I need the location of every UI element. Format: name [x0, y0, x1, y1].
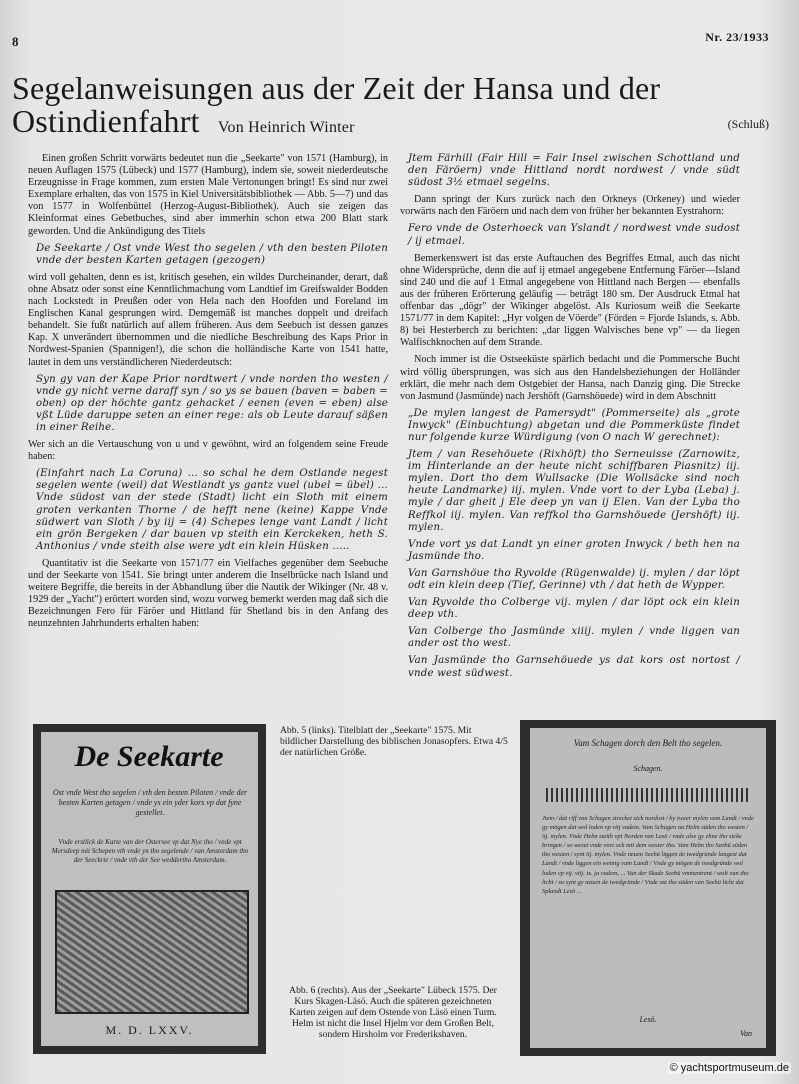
issue-number: Nr. 23/1933 — [705, 30, 769, 44]
figure-paper — [530, 728, 766, 1048]
right-column — [400, 153, 740, 685]
quote-paragraph: De Seekarte / Ost vnde West tho segelen / vth den besten Piloten vnde der besten Karten getagen (gezogen) — [36, 242, 388, 266]
paragraph: Wer sich an die Vertauschung von u und v gewöhnt, wird an folgendem seine Freude haben: — [28, 439, 388, 463]
coastline-profile-illustration — [546, 788, 750, 802]
figure-title-page-1575 — [33, 724, 266, 1054]
figure2-text: Jtem / dat riff van Schagen strecket sick nordost / by tweer mylen vam Landt / vnde gy mögen dat wol loden vp viij vadem. Vam Schagen na Helm süden tho westen / iij. mylen. Vnde Helm steith vpt Norden van Lesö / vnde alse gy ehne tho sicke bringen / so weset vnde vort ock mit dem wester tho. Vam Helm tho Seebü süden tho westen / synt iij. mylen. Vnde neuen Seebü liggen de twedgründe langest dat Landt / vnde liggen ein weinig vam Landt / Vnde gy mögen de twedgründe wol loden vp vij. viij. ix. ja vadem, ... Van der Skade Seebü vmmentrent / wolt van tho licht / so synt gy neuen de twedgründe / Vnde ost tho süden van Seebü licht dat Splandt Lesö ... — [542, 815, 754, 895]
article-title — [12, 72, 772, 144]
quote-paragraph: Fero vnde de Osterhoeck van Yslandt / nordwest vnde sudost / ij etmael. — [408, 223, 740, 247]
quote-paragraph: (Einfahrt nach La Coruna) ... so schal he dem Ostlande negest segelen wente (weil) dat Westlandt ys gantz vuel (ubel = übel) ... Vnde südost van der stede (Stadt) licht ein Sloth mit einem groten verkanten Thorne / de hefft nene (keine) Kappe Vnde südwert van Sloth / by iij = (4) Schepes lenge vant Landt / licht ein grön Bergeken / dar bauen vp steith ein Kerckeken, heth S. Anthonius / vnde steith alse were ydt ein klein Hüsken ..... — [36, 468, 388, 552]
watermark-credit: © yachtsportmuseum.de — [669, 1062, 789, 1074]
paragraph: Bemerkenswert ist das erste Auftauchen des Begriffes Etmal, auch das nicht ohne Widersprüche, denn die auf ij etmael angegebene Entfernung Färöer—Island sind 240 und die auf 1 Etmal angegebene von Hittland nach Bergen — ebenfalls aus der früheren Erörterung geläufig — beträgt 180 sm. Der Ausdruck Etmal hat offenbar das „dögr" der Wikinger abgelöst. Als Kuriosum weiß die Seekarte 1571/77 in dem Kapitel: „Hyr volgen de Vöerde" (Förden = Fjorde Islands, s. Abb. 8) bei Hesterberch zu berichten: „dar liggen Walvisches bene vp" — da liegen Walfischknochen auf dem Strande. — [400, 252, 740, 349]
figure-paper — [41, 732, 258, 1046]
figure2-ende: Lesö. — [639, 1015, 657, 1024]
page-number: 8 — [12, 34, 19, 49]
figure2-catchword: Van — [740, 1029, 752, 1038]
paragraph: Einen großen Schritt vorwärts bedeutet nun die „Seekarte" von 1571 (Hamburg), in neuen Auflagen 1575 (Lübeck) und 1577 (Hamburg), indem sie, soweit niederdeutsche Erzeugnisse in Frage kommen, zum ersten Male Vertonungen bringt! Es sind nur zwei Exemplare erhalten, das von 1575 in Kiel Universitätsbibliothek — Abb. 5—7) und das von 1577 in Wolfenbüttel (Herzog-August-Bibliothek). Auch sie zeigen das Kleinformat eines Gebetbuches, sind aber immerhin schon etwa 200 Blatt stark geworden. Und die Ankündigung des Titels — [28, 153, 388, 237]
byline: Von Heinrich Winter — [217, 119, 355, 136]
figure-subtitle: Ost vnde West tho segelen / vth den besten Piloten / vnde der besten Karten getagen / vnde ys ein yder kors vp dat fyne gestellet. — [52, 788, 248, 817]
figure2-place: Schagen. — [633, 764, 663, 773]
article-title-text: Segelanweisungen aus der Zeit der Hansa und der Ostindienfahrt — [12, 70, 661, 139]
quote-paragraph: Van Garnshöue tho Ryvolde (Rügenwalde) ij. mylen / dar löpt odt ein klein deep (Tief, Gerinne) vth / dat heth de Wypper. — [408, 567, 740, 591]
figure2-heading: Vam Schagen dorch den Belt tho segelen. — [573, 738, 723, 748]
caption-abb-5: Abb. 5 (links). Titelblatt der „Seekarte" 1575. Mit bildlicher Darstellung des biblischen Jonasopfers. Etwa 4/5 der natürlichen Größe. — [280, 725, 508, 758]
paragraph: Noch immer ist die Ostseeküste spärlich bedacht und die Pommersche Bucht wird völlig übersprungen, was sich aus den Handelsbeziehungen der Holländer erklärt, die mehr nach dem Ostgebiet der Hansa, nach Danzig ging. Die Strecke von Jasmund (Jasmünde) nach Jershöft (Garnshöuede) wird in dem Abschnitt — [400, 354, 740, 402]
quote-paragraph: Jtem / van Resehöuete (Rixhöft) tho Serneuisse (Zarnowitz, im Hinterlande an der heute nicht schiffbaren Piasnitz) iij. mylen. Dort tho dem Wullsacke (Die Wollsäcke sind noch heute Landmarke) iij. mylen. Vnde vort to der Lyba (Leba) j. myle / dar gheit j Ele deep yn van ij Elen. Van der Lyba tho Reffkol iij. mylen. Van reffkol tho Garnshöuede (Jershöft) iij. mylen. — [408, 449, 740, 533]
quote-paragraph: Van Ryvolde tho Colberge vij. mylen / dar löpt ock ein klein deep vth. — [408, 597, 740, 621]
jonah-woodcut-illustration — [55, 890, 249, 1014]
continuation-label: (Schluß) — [727, 117, 769, 131]
paragraph: wird voll gehalten, denn es ist, kritisch gesehen, ein wildes Durcheinander, derart, daß ohne Absatz oder sonst eine Kenntlichmachung vom Landtief im Greifswalder Bodden nach Lockstedt in Preußen oder von Hela nach den Hoofden und Foreland im Englischen Kanal gesprungen wird. Demgemäß ist manches doppelt und dreifach behandelt. Sie fußt natürlich auf allem früheren. Aus dem Seebuch ist dessen ganzes Kap. X unverändert übernommen und die niedliche Beschreibung des Kaps Prior in Nordwest-Spanien (Spannigen!), die schon die holländische Karte von 1541 hatte, lautet in dem uns verständlicheren Niederdeutsch: — [28, 271, 388, 368]
quote-paragraph: Jtem Färhill (Fair Hill = Fair Insel zwischen Schottland und den Färöern) vnde Hittland nordt nordwest / vnde südt südost 3½ etmael segelns. — [408, 153, 740, 189]
figure-subtitle-2: Vnde erstlick de Karte van der Ostersee vp dat Nye tho / vnde vpt Mersdeep mit Schepen vth vnde yn tho segelende / van Amsterdam tho der Seeckrte / vnde vth der See weddertho Amsterdam. — [51, 838, 249, 864]
paragraph: Dann springt der Kurs zurück nach den Orkneys (Orkeney) und wieder vorwärts nach den Färöern und nach dem von früher her bekannten Eystrahorn: — [400, 194, 740, 218]
caption-abb-6: Abb. 6 (rechts). Aus der „Seekarte" Lübeck 1575. Der Kurs Skagen-Läsö. Auch die späteren gezeichneten Karten zeigen auf dem Ostende von Läsö einen Turm. Helm ist nicht die Insel Hjelm vor dem Großen Belt, sondern Hirsholm vor Frederikshaven. — [289, 985, 497, 1040]
quote-paragraph: Van Colberge tho Jasmünde xiiij. mylen / vnde liggen van ander ost tho west. — [408, 626, 740, 650]
quote-paragraph: Vnde vort ys dat Landt yn einer groten Inwyck / beth hen na Jasmünde tho. — [408, 538, 740, 562]
left-column — [28, 153, 388, 635]
quote-paragraph: „De mylen langest de Pamersydt" (Pommerseite) als „grote Inwyck" (Einbuchtung) abgetan und die Pommerküste findet nur folgende kurze Würdigung (von O nach W gerechnet): — [408, 407, 740, 443]
figure-year: M. D. LXXV. — [105, 1023, 194, 1037]
paragraph: Quantitativ ist die Seekarte von 1571/77 ein Vielfaches gegenüber dem Seebuche und der Seekarte von 1541. Sie bringt unter anderem die Inselbrücke nach Island und weitere Begriffe, die bereits in der Abhandlung über die Nautik der Wikinger (Nr. 48 v. 1929 der „Yacht") erörtert worden sind, wozu vorweg bemerkt werden mag daß sich die Bezeichnungen Fero für Färöer und Hittland für Shetland bis in den Anfang des neunzehnten Jahrhunderts erhalten haben: — [28, 557, 388, 630]
figure-skagen-laeso-page — [520, 720, 776, 1056]
figure-title-word: De Seekarte — [74, 740, 224, 773]
quote-paragraph: Syn gy van der Kape Prior nordtwert / vnde norden tho westen / vnde gy nicht verne daraff syn / so ys se bauen (baven = baben = oben) op der höchte gantz gehacket / eenen (even = eben) alse vßt Lüde daruppe seten an einer rege: als ob Leute darauf säßen in einer Reihe. — [36, 373, 388, 433]
quote-paragraph: Van Jasmünde tho Garnsehöuede ys dat kors ost nortost / vnde west südwest. — [408, 655, 740, 679]
